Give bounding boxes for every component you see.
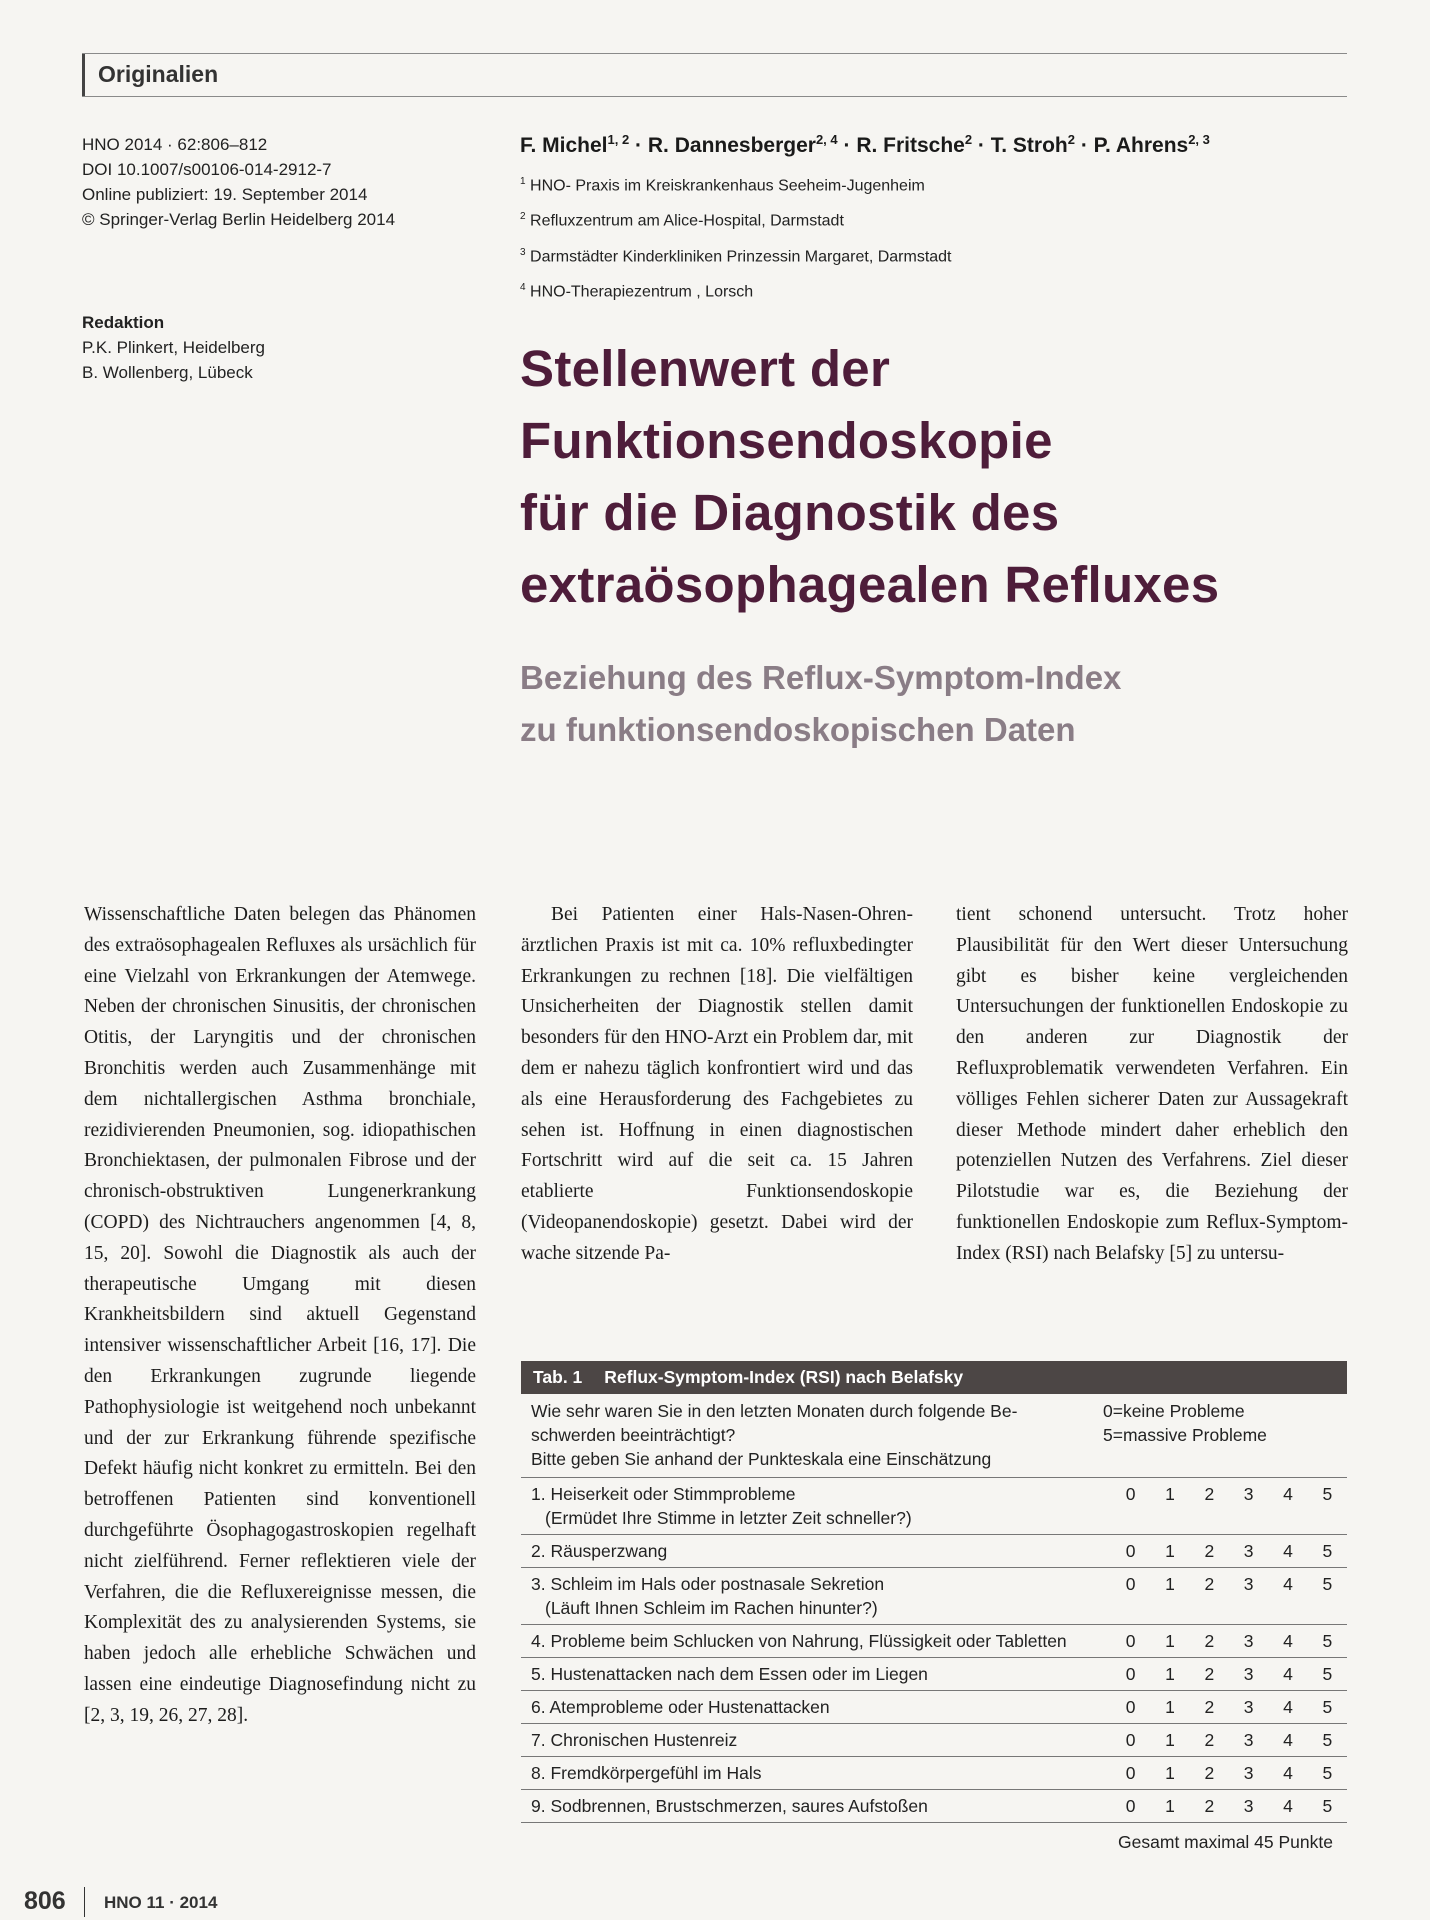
score-option: 4 [1283,1697,1293,1717]
table-body [521,1478,1347,1823]
score-option: 0 [1125,1541,1136,1561]
symptom-label: 9. Sodbrennen, Brustschmerzen, saures Aufstoßen [531,1796,928,1816]
table-caption [521,1361,1347,1394]
table-question [531,1399,1103,1471]
body-column-1: Wissenschaftliche Daten belegen das Phänomen des extraösophagealen Refluxes als ursächlich für eine Vielzahl von Erkrankungen der Atemwege. Neben der chronischen Sinusitis, der chronischen Otitis, der Laryngitis und der chronischen Bronchitis werden auch Zusammenhänge mit dem nichtallergischen Asthma bronchiale, rezidivierenden Pneumonien, sog. idiopathischen Bronchiektasen, der pulmonalen Fibrose und der chronisch-obstruktiven Lungenerkrankung (COPD) des Nichtrauchers angenommen [4, 8, 15, 20]. Sowohl die Diagnostik als auch der therapeutische Umgang mit diesen Krankheitsbildern sind aktuell Gegenstand intensiver wissenschaftlicher Arbeit [16, 17]. Die den Erkrankungen zugrunde liegende Pathophysiologie ist weitgehend noch unbekannt und der zur Erkrankung führende spezifische Defekt häufig nicht konkret zu ermitteln. Bei den betroffenen Patienten sind konventionell durchgeführte Ösophagogastroskopien regelhaft nicht zielführend. Ferner reflektieren viele der Verfahren, die die Refluxereignisse messen, die Komplexität des zu analysierenden Systems, sie haben jedoch alle erhebliche Schwächen und lassen eine eindeutige Diagnosefindung nicht zu [2, 3, 19, 26, 27, 28]. [84,904,476,1726]
score-option: 1 [1165,1574,1175,1594]
symptom-label: 7. Chronischen Hustenreiz [531,1730,738,1750]
page-number: 806 [24,1887,66,1915]
affiliation-number: 1 [520,176,526,187]
score-option: 2 [1204,1730,1215,1750]
author [856,134,990,157]
symptom-hint: (Läuft Ihnen Schleim im Rachen hinunter?) [545,1598,878,1618]
score-option: 4 [1283,1730,1293,1750]
score-option: 3 [1243,1541,1254,1561]
affiliation-text: HNO- Praxis im Kreiskrankenhaus Seeheim-Jugenheim [530,177,925,195]
score-option: 0 [1125,1631,1136,1651]
affiliation-list [520,166,1350,307]
affiliation [520,166,1350,201]
score-options [1111,1695,1347,1719]
symptom-cell [531,1572,1111,1620]
table-scale-legend [1103,1399,1337,1471]
author-name: P. Ahrens [1093,134,1189,157]
table-total: Gesamt maximal 45 Punkte [1118,1832,1333,1852]
score-options [1111,1629,1347,1653]
score-option: 0 [1125,1730,1136,1750]
subtitle-line: Beziehung des Reflux-Symptom-Index [520,659,1122,696]
publication-info [82,132,482,232]
symptom-label: 5. Hustenattacken nach dem Essen oder im Liegen [531,1664,928,1684]
author-name: R. Fritsche [856,134,965,157]
journal-issue: HNO 11 · 2014 [104,1893,218,1912]
editors-block [82,310,482,385]
score-option: 3 [1243,1664,1254,1684]
affiliation-text: Darmstädter Kinderkliniken Prinzessin Margaret, Darmstadt [530,247,952,265]
author-separator: · [629,134,648,157]
title-line: Funktionsendoskopie [520,412,1053,469]
score-option: 3 [1243,1730,1254,1750]
score-options [1111,1728,1347,1752]
score-option: 5 [1322,1574,1333,1594]
table-row [521,1790,1347,1823]
score-option: 2 [1204,1631,1215,1651]
score-option: 3 [1243,1574,1254,1594]
author [648,134,856,157]
score-option: 0 [1125,1763,1136,1783]
score-option: 5 [1322,1763,1333,1783]
scale-max-label: 5=massive Probleme [1103,1425,1267,1445]
editor-name: P.K. Plinkert, Heidelberg [82,338,266,357]
score-option: 0 [1125,1574,1136,1594]
affiliation [520,237,1350,272]
scale-min-label: 0=keine Probleme [1103,1401,1245,1421]
table-row [521,1568,1347,1625]
editors-heading: Redaktion [82,313,165,332]
subtitle-line: zu funktionsendoskopischen Daten [520,711,1076,748]
score-option: 0 [1125,1796,1136,1816]
score-option: 2 [1204,1697,1215,1717]
score-option: 1 [1165,1541,1175,1561]
score-option: 2 [1204,1763,1215,1783]
table-intro-row [521,1394,1347,1478]
score-option: 4 [1283,1631,1293,1651]
author-affiliation-ref: 2 [964,132,973,147]
score-option: 1 [1165,1631,1175,1651]
score-option: 5 [1322,1664,1333,1684]
citation-line: HNO 2014 · 62:806–812 [82,135,268,154]
score-options [1111,1482,1347,1530]
author-list [520,132,1350,158]
question-line: schwerden beeinträchtigt? [531,1425,736,1445]
title-line: für die Diagnostik des [520,484,1060,541]
score-option: 5 [1322,1697,1333,1717]
symptom-cell [531,1629,1111,1653]
score-option: 4 [1283,1664,1293,1684]
author-name: T. Stroh [990,134,1068,157]
affiliation-text: HNO-Therapiezentrum , Lorsch [530,283,754,301]
score-option: 1 [1165,1664,1175,1684]
affiliation [520,272,1350,307]
editor-name: B. Wollenberg, Lübeck [82,363,253,382]
body-column-2: Bei Patienten einer Hals-Nasen-Ohren-ärztlichen Praxis ist mit ca. 10% refluxbedingter Erkrankungen zu rechnen [18]. Die vielfältigen Unsicherheiten der Diagnostik stellen damit besonders für den HNO-Arzt ein Problem dar, mit dem er nahezu täglich konfrontiert wird und das als eine Herausforderung des Fachgebietes zu sehen ist. Hoffnung in einen diagnostischen Fortschritt wird auf die seit ca. 15 Jahren etablierte Funktionsendoskopie (Videopanendoskopie) gesetzt. Dabei wird der wache sitzende Pa- [521,904,913,1264]
score-option: 5 [1322,1796,1333,1816]
symptom-label: 1. Heiserkeit oder Stimmprobleme [531,1484,796,1504]
published-date-line: Online publiziert: 19. September 2014 [82,185,368,204]
score-options [1111,1572,1347,1620]
score-option: 2 [1204,1541,1215,1561]
affiliation-text: Refluxzentrum am Alice-Hospital, Darmstadt [530,212,844,230]
article-title [520,333,1350,621]
author-separator: · [1074,134,1094,157]
score-option: 3 [1243,1697,1254,1717]
author-affiliation-ref: 1, 2 [607,132,630,147]
score-option: 0 [1125,1664,1136,1684]
score-option: 5 [1322,1730,1333,1750]
section-marker [82,54,85,96]
author-affiliation-ref: 2, 4 [815,132,838,147]
table-number: Tab. 1 [533,1367,583,1387]
table-title: Reflux-Symptom-Index (RSI) nach Belafsky [604,1367,964,1387]
score-option: 5 [1322,1484,1333,1504]
score-option: 3 [1243,1796,1254,1816]
affiliation-number: 2 [520,211,526,223]
table-row [521,1691,1347,1724]
symptom-cell [531,1482,1111,1530]
section-header [82,53,1347,97]
author [991,134,1094,157]
author [520,134,648,157]
author-separator: · [972,134,991,157]
table-row [521,1757,1347,1790]
score-option: 2 [1204,1574,1215,1594]
author-name: R. Dannesberger [647,134,816,157]
symptom-cell [531,1728,1111,1752]
title-line: extraösophagealen Refluxes [520,556,1220,613]
table-row [521,1535,1347,1568]
symptom-label: 8. Fremdkörpergefühl im Hals [531,1763,762,1783]
author-affiliation-ref: 2, 3 [1188,132,1210,147]
score-options [1111,1662,1347,1686]
score-options [1111,1539,1347,1563]
score-option: 2 [1204,1796,1215,1816]
question-line: Bitte geben Sie anhand der Punkteskala eine Einschätzung [531,1449,992,1469]
score-option: 3 [1243,1763,1254,1783]
symptom-hint: (Ermüdet Ihre Stimme in letzter Zeit schneller?) [545,1508,912,1528]
author [1094,134,1210,157]
score-option: 2 [1204,1484,1215,1504]
score-option: 4 [1283,1763,1293,1783]
score-option: 0 [1125,1697,1136,1717]
score-option: 3 [1243,1631,1254,1651]
author-affiliation-ref: 2 [1067,132,1075,147]
score-option: 1 [1165,1796,1175,1816]
affiliation [520,201,1350,236]
symptom-cell [531,1794,1111,1818]
article-subtitle [520,652,1350,756]
symptom-cell [531,1539,1111,1563]
footer-divider [84,1887,85,1917]
author-name: F. Michel [520,134,608,157]
rsi-table [521,1361,1347,1855]
score-option: 4 [1283,1796,1293,1816]
score-option: 4 [1283,1484,1293,1504]
score-option: 1 [1165,1484,1175,1504]
table-row [521,1625,1347,1658]
copyright-line: © Springer-Verlag Berlin Heidelberg 2014 [82,210,396,229]
doi-line[interactable]: DOI 10.1007/s00106-014-2912-7 [82,160,332,179]
table-row [521,1478,1347,1535]
affiliation-number: 3 [520,246,526,258]
question-line: Wie sehr waren Sie in den letzten Monaten durch folgende Be- [531,1401,1018,1421]
symptom-label: 3. Schleim im Hals oder postnasale Sekretion [531,1574,885,1594]
symptom-label: 4. Probleme beim Schlucken von Nahrung, Flüssigkeit oder Tabletten [531,1631,1067,1651]
score-option: 1 [1165,1730,1175,1750]
section-label: Originalien [98,61,219,87]
author-separator: · [837,134,857,157]
score-option: 1 [1165,1763,1175,1783]
symptom-cell [531,1761,1111,1785]
symptom-label: 6. Atemprobleme oder Hustenattacken [531,1697,830,1717]
title-line: Stellenwert der [520,340,891,397]
affiliation-number: 4 [520,281,526,293]
symptom-label: 2. Räusperzwang [531,1541,668,1561]
score-option: 4 [1283,1574,1293,1594]
score-option: 0 [1125,1484,1136,1504]
score-option: 2 [1204,1664,1215,1684]
score-option: 5 [1322,1541,1333,1561]
score-option: 1 [1165,1697,1175,1717]
table-row [521,1658,1347,1691]
symptom-cell [531,1662,1111,1686]
score-option: 5 [1322,1631,1333,1651]
score-options [1111,1794,1347,1818]
symptom-cell [531,1695,1111,1719]
score-option: 3 [1243,1484,1254,1504]
table-row [521,1724,1347,1757]
score-options [1111,1761,1347,1785]
score-option: 4 [1283,1541,1293,1561]
body-column-3: tient schonend untersucht. Trotz hoher Plausibilität für den Wert dieser Untersuchung gibt es bisher keine vergleichenden Untersuchungen der funktionellen Endoskopie zu den anderen zur Diagnostik der Refluxproblematik verwendeten Verfahren. Ein völliges Fehlen sicherer Daten zur Aussagekraft dieser Methode mindert daher erheblich den potenziellen Nutzen des Verfahrens. Ziel dieser Pilotstudie war es, die Beziehung der funktionellen Endoskopie zum Reflux-Symptom-Index (RSI) nach Belafsky [5] zu untersu- [956,904,1348,1264]
